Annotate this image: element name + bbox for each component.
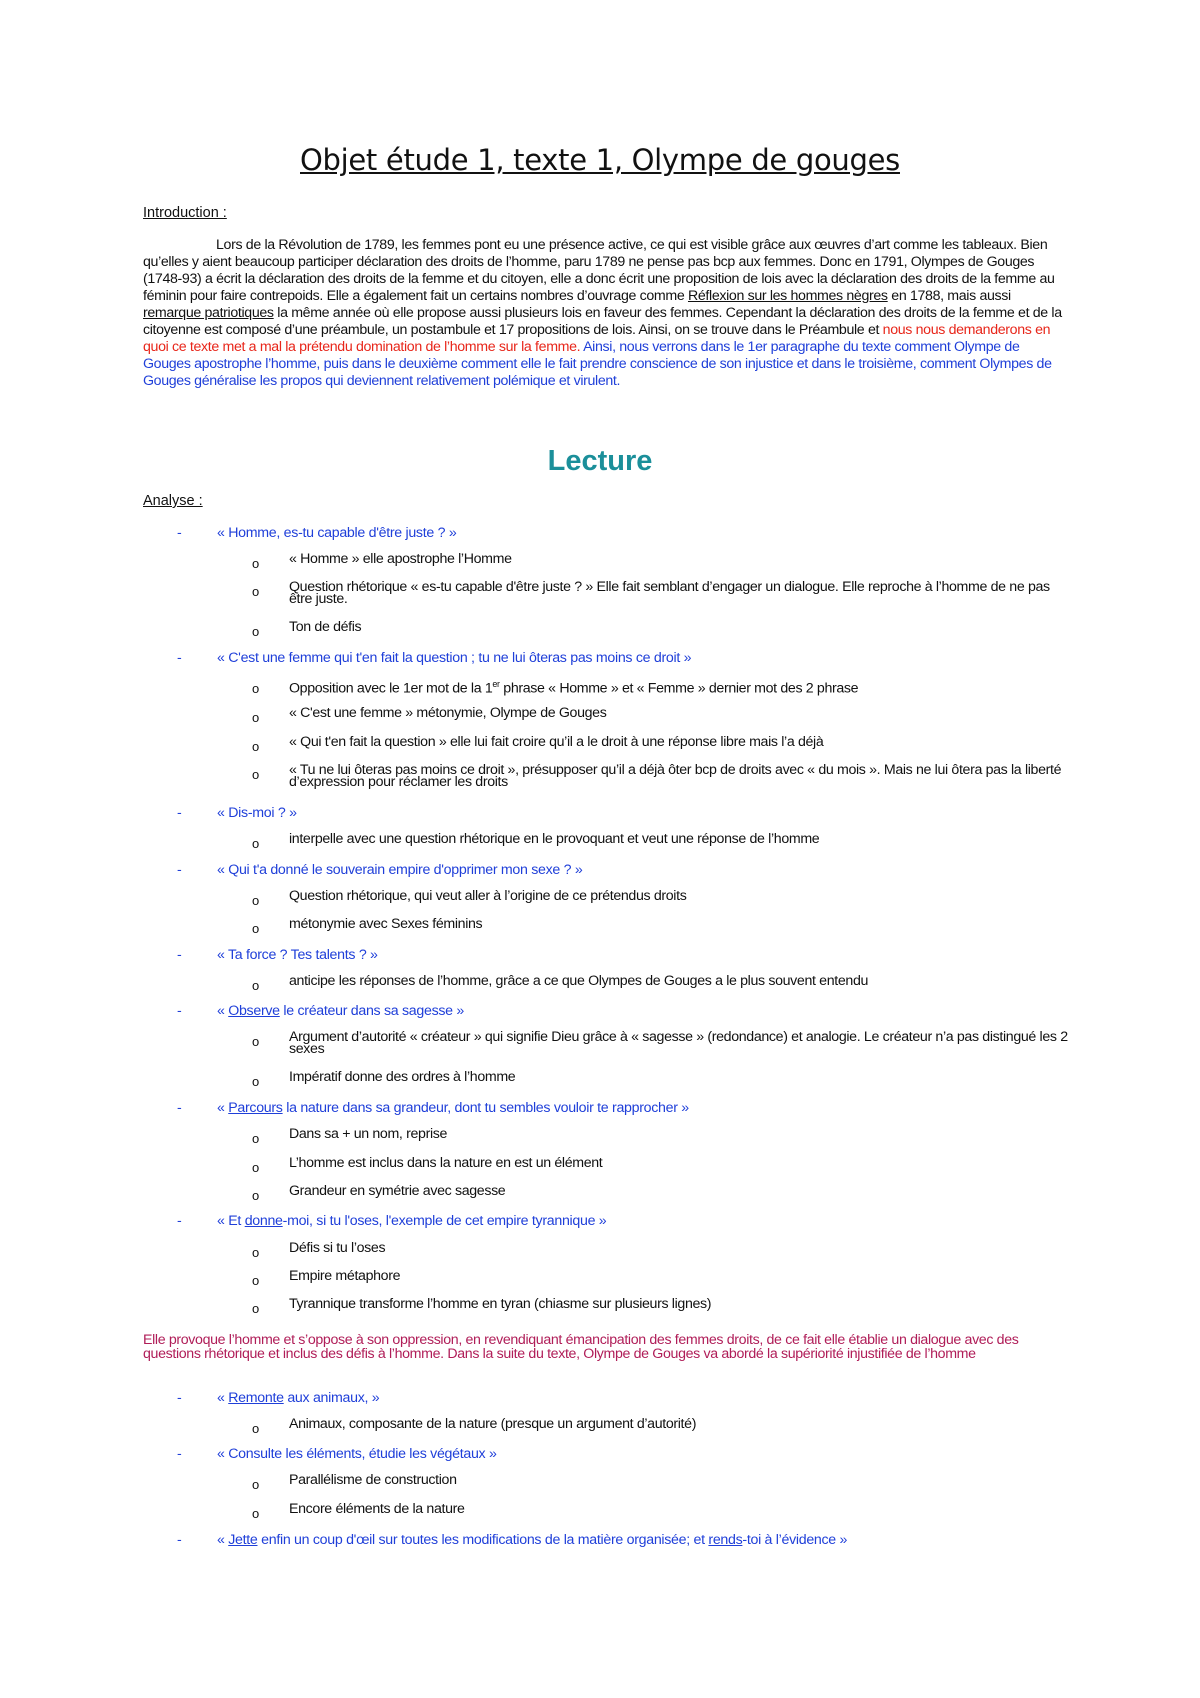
bullet-dash: - (177, 862, 182, 878)
analysis-text: L’homme est inclus dans la nature en est un élément (289, 1155, 603, 1171)
analysis-text: Ton de défis (289, 619, 362, 635)
quote-part: -moi, si tu l'oses, l'exemple de cet empire tyrannique » (282, 1213, 607, 1229)
bullet-circle: o (252, 710, 259, 725)
quote-text: « Homme, es-tu capable d'être juste ? » (217, 525, 457, 541)
quote-part: « (217, 1100, 229, 1116)
bullet-dash: - (177, 1003, 182, 1019)
bullet-dash: - (177, 650, 182, 666)
quote-part: -toi à l’évidence » (742, 1532, 848, 1548)
quote-text (217, 1100, 689, 1116)
superscript: er (492, 679, 500, 689)
analysis-text: Impératif donne des ordres à l’homme (289, 1069, 516, 1085)
analyse-heading: Analyse : (143, 493, 203, 509)
quote-underlined-verb: Jette (228, 1532, 258, 1548)
bullet-circle: o (252, 1034, 259, 1049)
introduction-heading: Introduction : (143, 205, 227, 221)
bullet-circle: o (252, 1074, 259, 1089)
bullet-circle: o (252, 624, 259, 639)
analysis-text: Défis si tu l’oses (289, 1240, 386, 1256)
quote-text (217, 1532, 847, 1548)
lecture-heading: Lecture (547, 445, 653, 477)
quote-underlined-verb: Parcours (228, 1100, 283, 1116)
quote-text (217, 1213, 606, 1229)
bullet-circle: o (252, 1131, 259, 1146)
bullet-dash: - (177, 1446, 182, 1462)
quote-text (217, 1003, 464, 1019)
bullet-circle: o (252, 1506, 259, 1521)
quote-text: « Qui t'a donné le souverain empire d'opprimer mon sexe ? » (217, 862, 583, 878)
intro-underlined-title-2: remarque patriotiques (143, 305, 274, 321)
quote-text: « C'est une femme qui t'en fait la question ; tu ne lui ôteras pas moins ce droit » (217, 650, 692, 666)
quote-part: enfin un coup d'œil sur toutes les modifications de la matière organisée; et (257, 1532, 709, 1548)
bullet-circle: o (252, 1188, 259, 1203)
quote-underlined-verb: rends (708, 1532, 743, 1548)
analysis-text: Argument d’autorité « créateur » qui signifie Dieu grâce à « sagesse » (redondance) et analogie. Le créateur n’a pas distingué les 2 sexes (289, 1029, 1068, 1057)
analysis-text: Encore éléments de la nature (289, 1501, 465, 1517)
analysis-text: Parallélisme de construction (289, 1472, 457, 1488)
bullet-circle: o (252, 978, 259, 993)
intro-underlined-title-1: Réflexion sur les hommes nègres (687, 288, 888, 304)
quote-underlined-verb: Remonte (228, 1390, 284, 1406)
analysis-text: Dans sa + un nom, reprise (289, 1126, 448, 1142)
bullet-dash: - (177, 1213, 182, 1229)
bullet-circle: o (252, 893, 259, 908)
quote-text: « Ta force ? Tes talents ? » (217, 947, 378, 963)
intro-text-1: Lors de la Révolution de 1789, les femmes pont eu une présence active, ce qui est visible grâce aux œuvres d’art comme les tableaux. Bien qu’elles y aient beaucoup participer déclaration des droits de l’homme, paru 1789 ne pense pas bcp aux femmes. Donc en 1791, Olympes de Gouges (1748-93) a écrit la déclaration des droits de la femme et du citoyen, elle a donc écrit une proposition de lois avec la déclaration des droits de la femme au féminin pour faire contrepoids. Elle a également fait un certains nombres d’ouvrage comme (143, 237, 1055, 304)
document-title: Objet étude 1, texte 1, Olympe de gouges (300, 143, 900, 177)
bullet-dash: - (177, 1532, 182, 1548)
bullet-circle: o (252, 836, 259, 851)
bullet-dash: - (177, 1100, 182, 1116)
bullet-dash: - (177, 1390, 182, 1406)
bullet-circle: o (252, 681, 259, 696)
analysis-text-part: Opposition avec le 1er mot de la 1 (289, 680, 493, 697)
bullet-circle: o (252, 767, 259, 782)
bullet-circle: o (252, 1245, 259, 1260)
analysis-text: Tyrannique transforme l’homme en tyran (chiasme sur plusieurs lignes) (289, 1296, 712, 1312)
bullet-circle: o (252, 921, 259, 936)
analysis-text: « C'est une femme » métonymie, Olympe de Gouges (289, 705, 607, 721)
analysis-text: Empire métaphore (289, 1268, 401, 1284)
quote-part: le créateur dans sa sagesse » (279, 1003, 464, 1019)
analysis-text-part: phrase « Homme » et « Femme » dernier mot des 2 phrase (499, 680, 859, 697)
analysis-text: « Homme » elle apostrophe l’Homme (289, 551, 512, 567)
intro-text-2: en 1788, mais aussi (887, 288, 1011, 304)
bullet-circle: o (252, 584, 259, 599)
bullet-circle: o (252, 1421, 259, 1436)
quote-part: la nature dans sa grandeur, dont tu sembles vouloir te rapprocher » (282, 1100, 689, 1116)
bullet-circle: o (252, 1160, 259, 1175)
intro-problematic: nous nous demanderons en quoi ce texte met a mal la prétendu domination de l’homme sur la femme. (143, 322, 1051, 355)
analysis-text: « Tu ne lui ôteras pas moins ce droit », présupposer qu’il a déjà ôter bcp de droits avec « du mois ». Mais ne lui ôtera pas la liberté d’expression pour réclamer les droits (289, 762, 1062, 790)
bullet-dash: - (177, 947, 182, 963)
quote-part: « (217, 1003, 229, 1019)
bullet-circle: o (252, 1301, 259, 1316)
bullet-dash: - (177, 525, 182, 541)
analysis-text: anticipe les réponses de l’homme, grâce a ce que Olympes de Gouges a le plus souvent entendu (289, 973, 869, 989)
introduction-paragraph (143, 237, 1065, 390)
bullet-circle: o (252, 1273, 259, 1288)
analysis-text: Animaux, composante de la nature (presque un argument d’autorité) (289, 1416, 697, 1432)
bullet-circle: o (252, 1477, 259, 1492)
quote-part: aux animaux, » (283, 1390, 380, 1406)
quote-underlined-verb: Observe (228, 1003, 280, 1019)
analysis-text: métonymie avec Sexes féminins (289, 916, 483, 932)
analysis-text: Question rhétorique « es-tu capable d'être juste ? » Elle fait semblant d’engager un dialogue. Elle reproche à l’homme de ne pas être juste. (289, 579, 1050, 607)
quote-part: « Et (217, 1213, 245, 1229)
intro-text-3: la même année où elle propose aussi plusieurs lois en faveur des femmes. Cependant la déclaration des droits de la femme et de la citoyenne est composé d’une préambule, un postambule et 17 propositions de lois. Ainsi, on se trouve dans le Préambule et (143, 305, 1062, 338)
summary-paragraph: Elle provoque l’homme et s’oppose à son oppression, en revendiquant émancipation des femmes droits, de ce fait elle établie un dialogue avec des questions rhétorique et inclus des défis à l’homme. Dans la suite du texte, Olympe de Gouges va abordé la supériorité injustifiée de l’homme (143, 1332, 1019, 1362)
quote-text (217, 1390, 379, 1406)
quote-part: « (217, 1390, 229, 1406)
bullet-circle: o (252, 556, 259, 571)
bullet-dash: - (177, 805, 182, 821)
quote-text: « Dis-moi ? » (217, 805, 297, 821)
quote-underlined-verb: donne (244, 1213, 283, 1229)
analysis-text: Question rhétorique, qui veut aller à l’origine de ce prétendus droits (289, 888, 687, 904)
analysis-text: interpelle avec une question rhétorique en le provoquant et veut une réponse de l’homme (289, 831, 820, 847)
quote-text: « Consulte les éléments, étudie les végétaux » (217, 1446, 497, 1462)
quote-part: « (217, 1532, 229, 1548)
intro-plan: Ainsi, nous verrons dans le 1er paragraphe du texte comment Olympe de Gouges apostrophe l’homme, puis dans le deuxième comment elle le fait prendre conscience de son injustice et dans le troisième, comment Olympes de Gouges généralise les propos qui deviennent relativement polémique et virulent. (143, 339, 1052, 389)
analysis-text: Grandeur en symétrie avec sagesse (289, 1183, 506, 1199)
bullet-circle: o (252, 739, 259, 754)
analysis-text (289, 678, 1069, 695)
analysis-text: « Qui t'en fait la question » elle lui fait croire qu’il a le droit à une réponse libre mais l’a déjà (289, 734, 824, 750)
